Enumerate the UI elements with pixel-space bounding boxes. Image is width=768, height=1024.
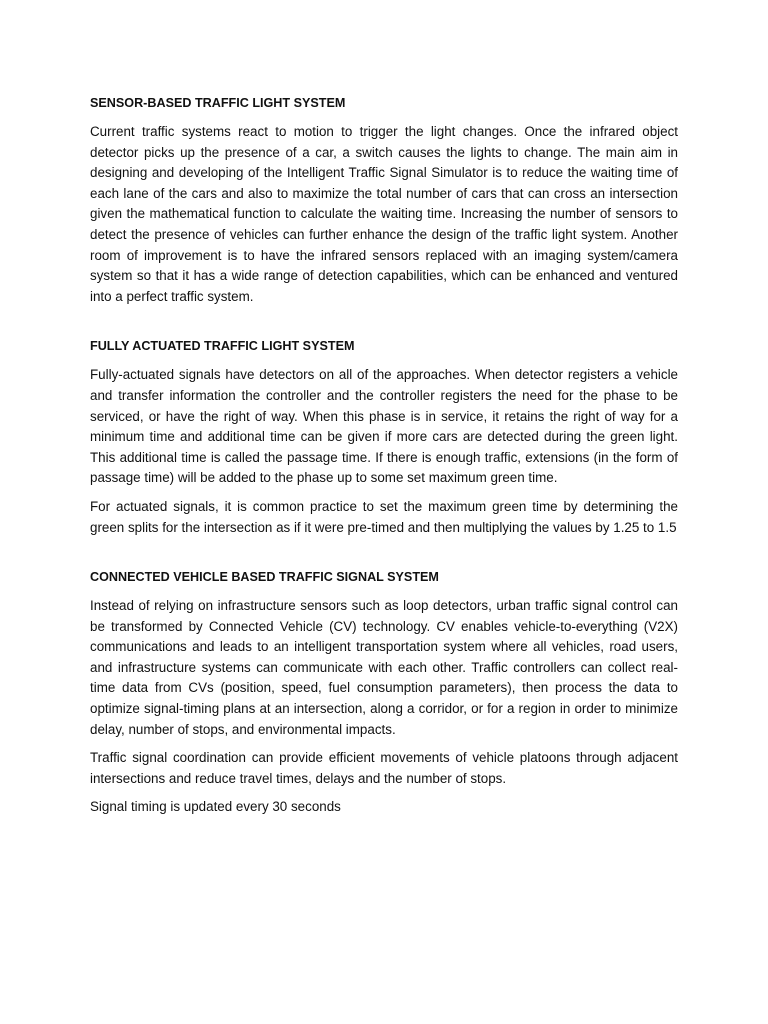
section-heading: CONNECTED VEHICLE BASED TRAFFIC SIGNAL SYSTEM	[90, 570, 439, 585]
document-page	[90, 94, 678, 826]
paragraph: For actuated signals, it is common practice to set the maximum green time by determining the green splits for the intersection as if it were pre-timed and then multiplying the values by 1.25 to 1.5	[90, 498, 678, 535]
paragraph: Traffic signal coordination can provide efficient movements of vehicle platoons through adjacent intersections and reduce travel times, delays and the number of stops.	[90, 750, 678, 786]
paragraph: Current traffic systems react to motion to trigger the light changes. Once the infrared object detector picks up the presence of a car, a switch causes the lights to change. The main aim in designing and developing of the Intelligent Traffic Signal Simulator is to reduce the waiting time of each lane of the cars and also to maximize the total number of cars that can cross an intersection given the mathematical function to calculate the waiting time. Increasing the number of sensors to detect the presence of vehicles can further enhance the design of the traffic light system. Another room of improvement is to have the infrared sensors replaced with an imaging system/camera system so that it has a wide range of detection capabilities, which can be enhanced and ventured into a perfect traffic system.	[90, 124, 678, 304]
section-heading: FULLY ACTUATED TRAFFIC LIGHT SYSTEM	[90, 339, 355, 354]
section-fully-actuated	[90, 337, 678, 538]
section-sensor-based	[90, 94, 678, 307]
section-heading: SENSOR-BASED TRAFFIC LIGHT SYSTEM	[90, 96, 346, 110]
section-connected-vehicle	[90, 568, 678, 818]
paragraph: Fully-actuated signals have detectors on all of the approaches. When detector registers a vehicle and transfer information the controller and the controller registers the need for the phase to be serviced, or have the right of way. When this phase is in service, it retains the right of way for a minimum time and additional time can be given if more cars are detected during the green light. This additional time is called the passage time. If there is enough traffic, extensions (in the form of passage time) will be added to the phase up to some set maximum green time.	[90, 367, 678, 486]
paragraph: Signal timing is updated every 30 seconds	[90, 799, 341, 815]
paragraph: Instead of relying on infrastructure sensors such as loop detectors, urban traffic signal control can be transformed by Connected Vehicle (CV) technology. CV enables vehicle-to-everything (V2X) communications and leads to an intelligent transportation system where all vehicles, road users, and infrastructure systems can communicate with each other. Traffic controllers can collect real-time data from CVs (position, speed, fuel consumption parameters), then process the data to optimize signal-timing plans at an intersection, along a corridor, or for a region in order to minimize delay, number of stops, and environmental impacts.	[90, 598, 678, 737]
